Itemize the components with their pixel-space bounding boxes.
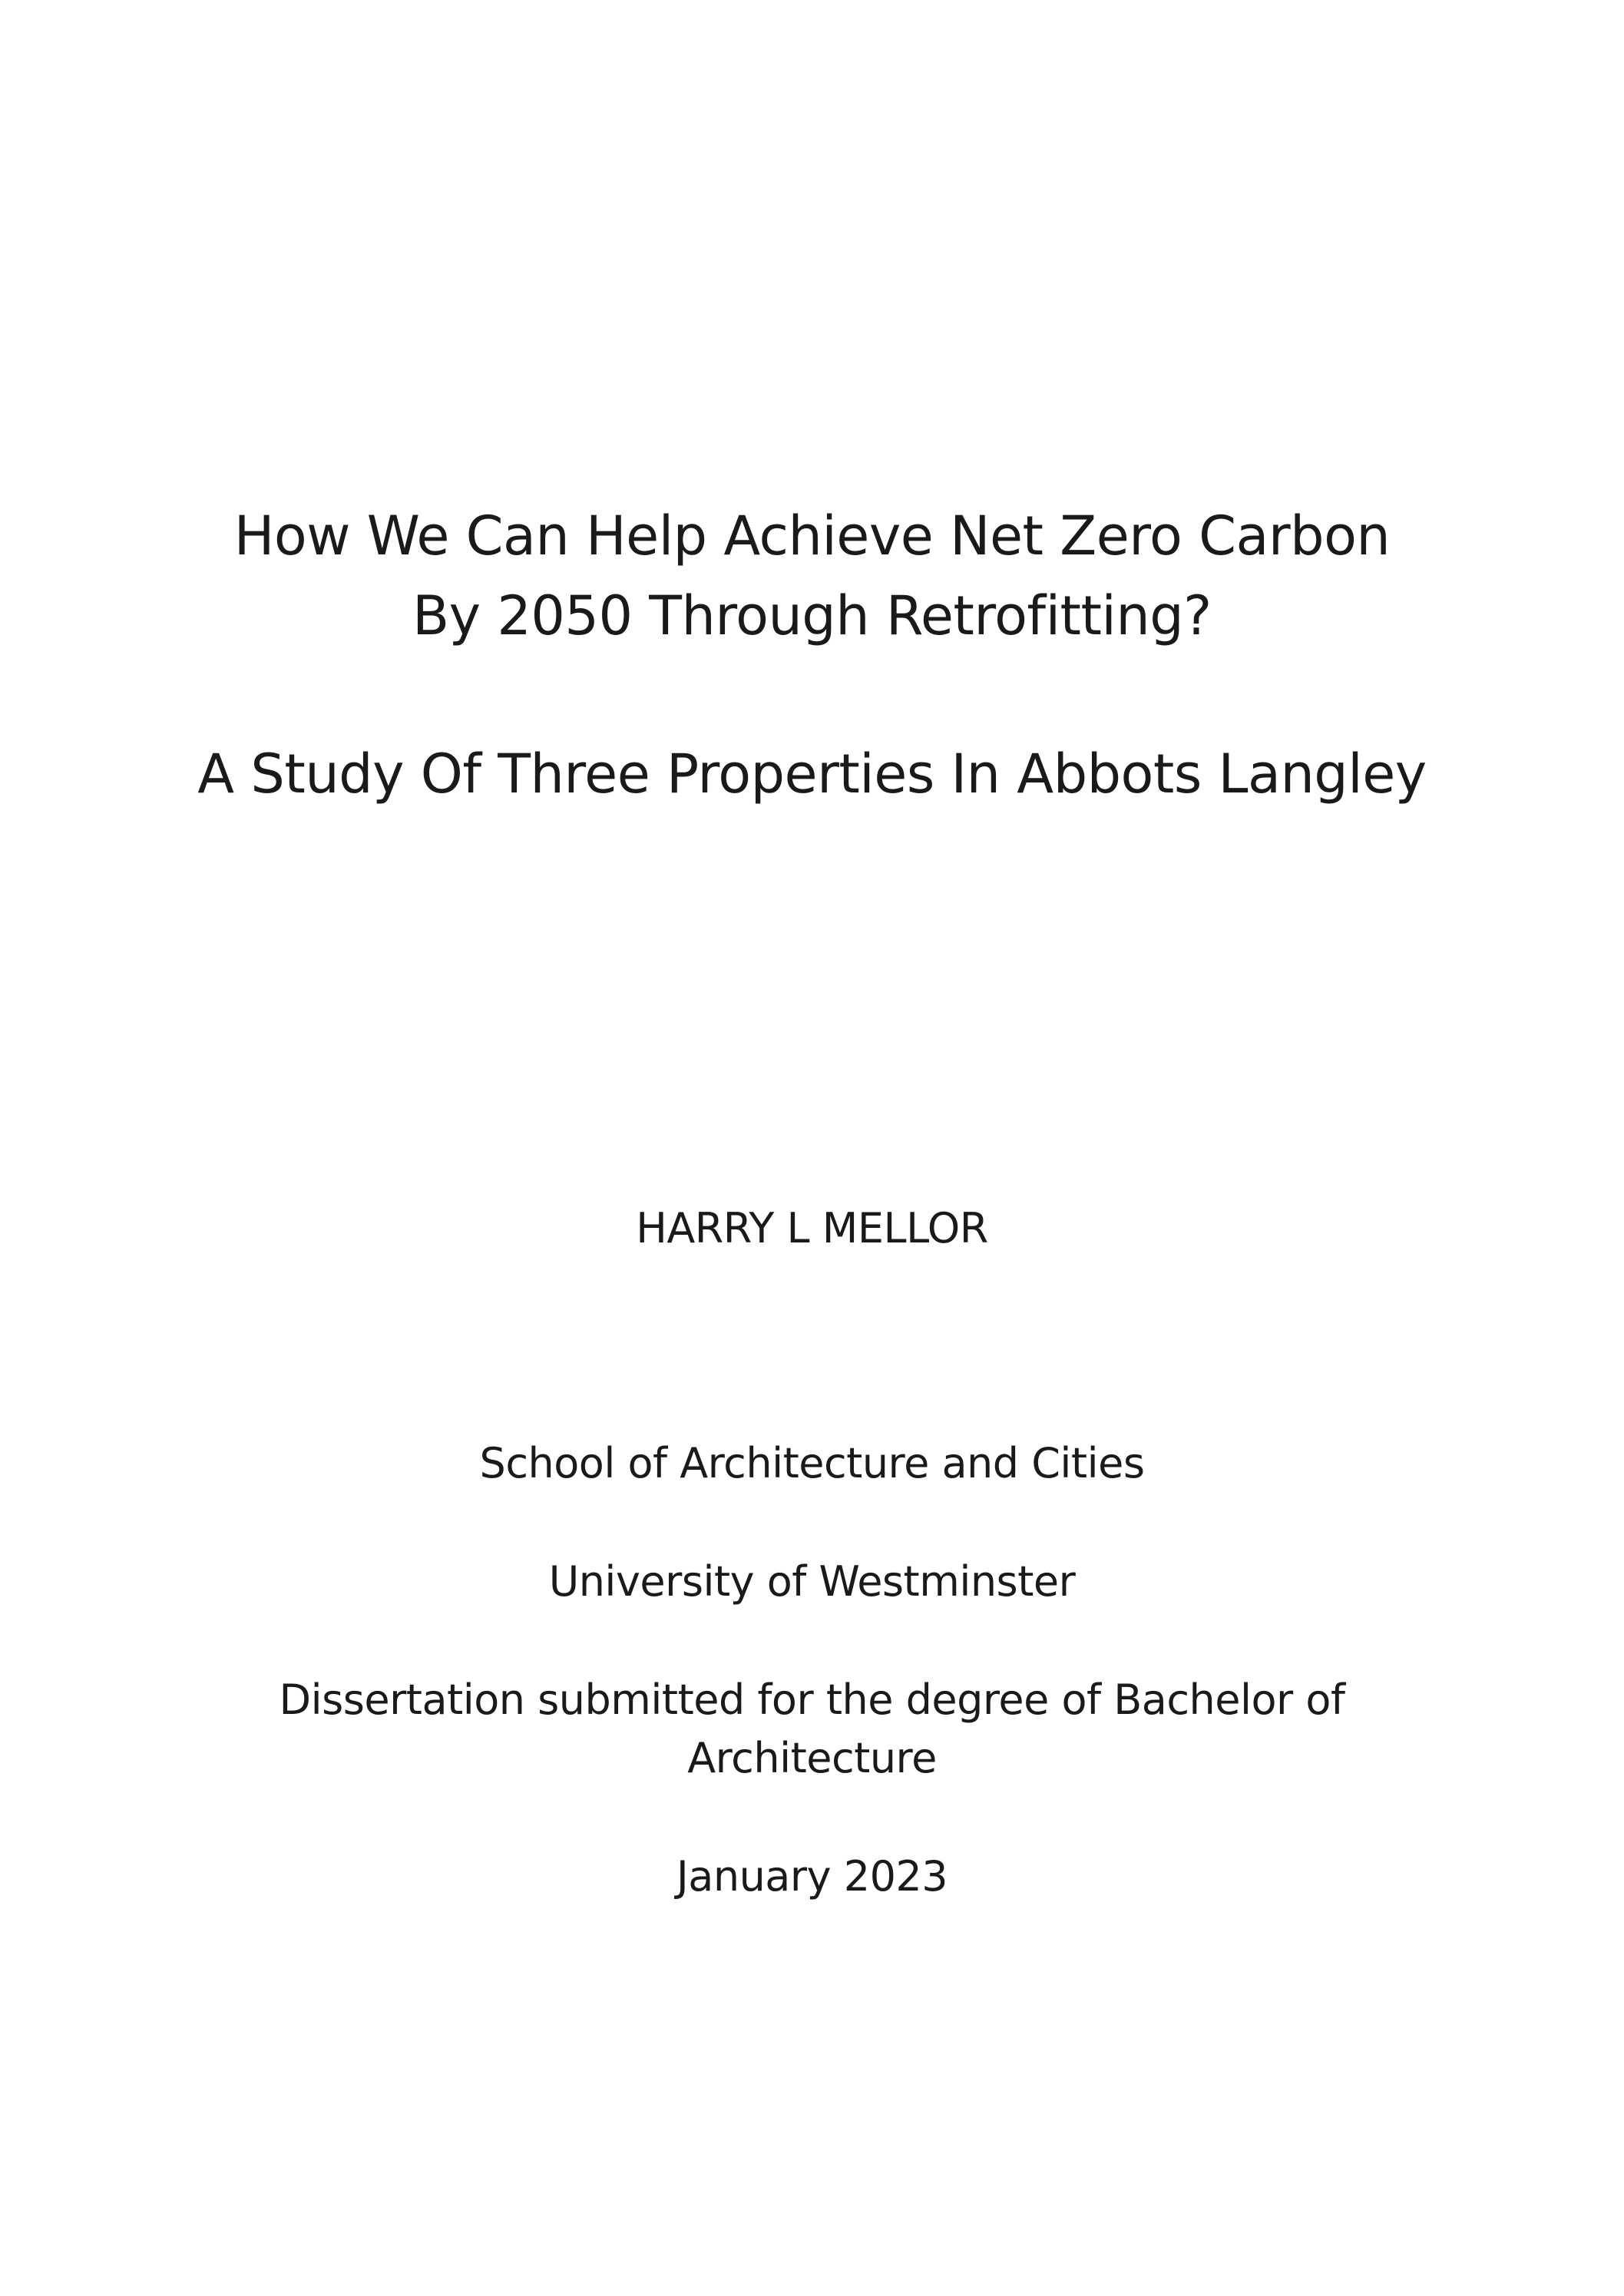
university-name: University of Westminster <box>548 1557 1076 1606</box>
title-line-1: How We Can Help Achieve Net Zero Carbon <box>233 505 1391 567</box>
degree-line-1: Dissertation submitted for the degree of Bachelor of <box>279 1676 1345 1724</box>
degree-line-2: Architecture <box>687 1734 937 1782</box>
school-name: School of Architecture and Cities <box>479 1439 1145 1487</box>
title-line-2: By 2050 Through Retrofitting? <box>412 584 1212 647</box>
author-name: HARRY L MELLOR <box>636 1204 988 1252</box>
subtitle: A Study Of Three Properties In Abbots Langley <box>197 743 1427 806</box>
submission-date: January 2023 <box>676 1852 948 1901</box>
